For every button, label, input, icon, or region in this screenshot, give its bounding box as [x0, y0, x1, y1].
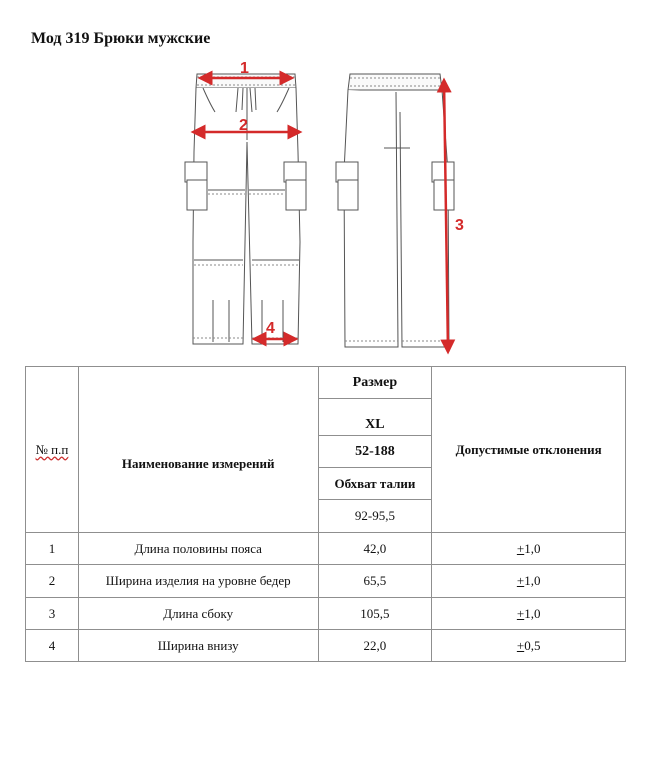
- row-tolerance: +0,5: [432, 630, 626, 662]
- measurement-table: [25, 366, 626, 662]
- row-name: Ширина внизу: [78, 630, 318, 662]
- row-name: Длина сбоку: [78, 598, 318, 630]
- marker-label-3: 3: [455, 217, 464, 234]
- row-tolerance: +1,0: [432, 598, 626, 630]
- column-number-header: № п.п: [26, 367, 79, 533]
- table-row: [26, 533, 626, 565]
- marker-label-4: 4: [266, 320, 275, 337]
- row-number: 1: [26, 533, 79, 565]
- row-value: 65,5: [318, 565, 432, 598]
- marker-label-1: 1: [240, 60, 249, 77]
- document-title: Мод 319 Брюки мужские: [31, 30, 211, 47]
- row-number: 4: [26, 630, 79, 662]
- table-row: [26, 565, 626, 598]
- waist-value: 92-95,5: [318, 500, 432, 533]
- column-name-header: Наименование измерений: [78, 367, 318, 533]
- row-name: Длина половины пояса: [78, 533, 318, 565]
- waist-label: Обхват талии: [318, 468, 432, 500]
- size-label: XL: [318, 399, 432, 436]
- marker-label-2: 2: [239, 117, 248, 134]
- row-value: 22,0: [318, 630, 432, 662]
- column-tolerance-header: Допустимые отклонения: [432, 367, 626, 533]
- row-tolerance: +1,0: [432, 565, 626, 598]
- front-view-drawing: [185, 74, 306, 344]
- table-row: [26, 598, 626, 630]
- row-value: 105,5: [318, 598, 432, 630]
- row-tolerance: +1,0: [432, 533, 626, 565]
- row-number: 2: [26, 565, 79, 598]
- pants-technical-drawing: [0, 52, 653, 357]
- table-row: [26, 630, 626, 662]
- row-name: Ширина изделия на уровне бедер: [78, 565, 318, 598]
- row-number: 3: [26, 598, 79, 630]
- size-code: 52-188: [318, 436, 432, 468]
- column-size-header: Размер: [318, 367, 432, 399]
- side-view-drawing: [336, 74, 454, 347]
- row-value: 42,0: [318, 533, 432, 565]
